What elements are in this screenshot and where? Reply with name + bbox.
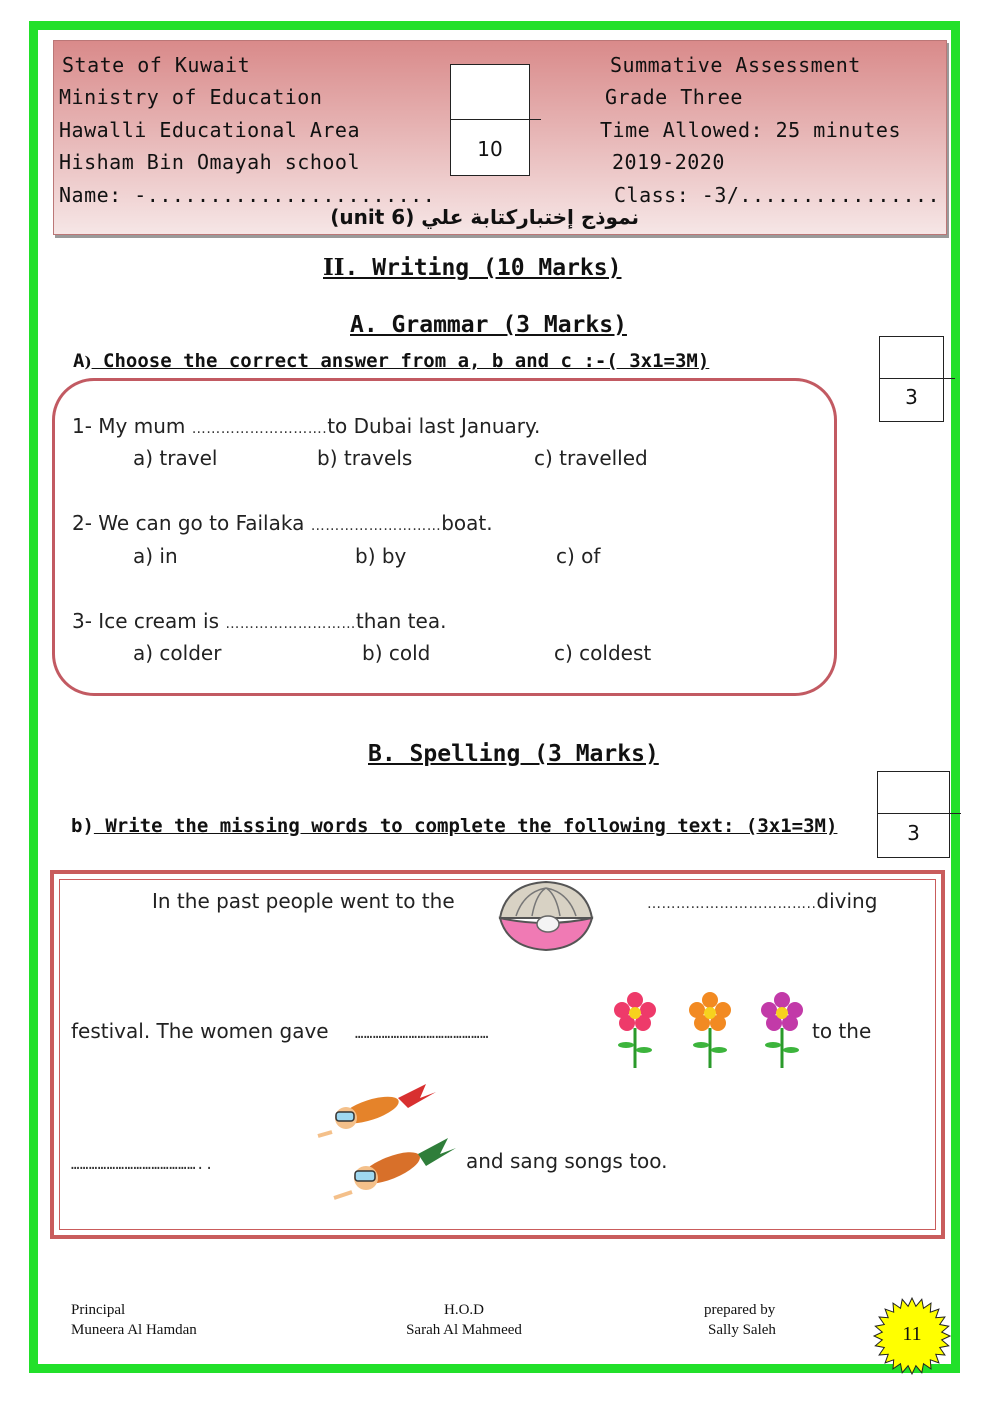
header-grade: Grade Three <box>605 85 743 109</box>
prepared-name: Sally Saleh <box>708 1322 776 1338</box>
spelling-instruction <box>71 815 837 837</box>
q1-option-b[interactable]: b) travels <box>317 446 413 470</box>
grammar-instruction <box>73 350 709 372</box>
question-1-blank[interactable]: ………………………. <box>191 421 328 437</box>
question-2 <box>72 511 493 535</box>
header-time: Time Allowed: 25 minutes <box>600 118 901 142</box>
grammar-score: 3 <box>905 385 918 409</box>
header-year: 2019-2020 <box>612 150 725 174</box>
footer-hod <box>398 1300 530 1340</box>
q2-option-b[interactable]: b) by <box>355 544 407 568</box>
grammar-score-box[interactable] <box>879 336 944 422</box>
spelling-score-box[interactable] <box>877 771 950 858</box>
q1-option-c[interactable]: c) travelled <box>534 446 648 470</box>
q1-option-a[interactable]: a) travel <box>133 446 218 470</box>
question-2-end: boat. <box>441 511 493 535</box>
instruction-letter: A <box>73 350 85 372</box>
section-title-text: . Writing (10 Marks) <box>344 255 622 281</box>
q3-option-a[interactable]: a) colder <box>133 641 222 665</box>
question-1 <box>72 414 540 438</box>
spelling-line-2-end: to the <box>812 1019 872 1043</box>
divers-icon <box>308 1080 460 1208</box>
question-3 <box>72 609 446 633</box>
question-2-text: 2- We can go to Failaka <box>72 511 311 535</box>
spelling-prefix: b) <box>71 815 94 837</box>
blank-1[interactable]: …………………………….. <box>647 896 817 912</box>
header-ministry: Ministry of Education <box>59 85 323 109</box>
principal-name: Muneera Al Hamdan <box>71 1322 197 1338</box>
total-score-box[interactable] <box>450 64 530 176</box>
blank-2[interactable]: ……………………………………… <box>355 1026 489 1042</box>
header-assessment: Summative Assessment <box>610 53 861 77</box>
blank-3[interactable]: …………………………………….. <box>71 1157 214 1173</box>
footer-prepared <box>704 1300 776 1340</box>
spelling-line-1-post: diving <box>816 889 878 913</box>
instruction-text: Choose the correct answer from a, b and c :-( 3x1=3M) <box>91 350 710 372</box>
hod-name: Sarah Al Mahmeed <box>406 1322 522 1338</box>
question-3-text: 3- Ice cream is <box>72 609 226 633</box>
arabic-title: نموذج إختباركتابة علي (unit 6) <box>330 205 639 229</box>
question-1-end: to Dubai last January. <box>327 414 541 438</box>
section-title <box>323 254 621 281</box>
spelling-line-1-end <box>647 889 877 913</box>
spelling-line-1-text: In the past people went to the <box>152 889 455 913</box>
question-3-blank[interactable]: ……………………… <box>225 616 356 632</box>
q2-option-c[interactable]: c) of <box>556 544 601 568</box>
hod-title: H.O.D <box>444 1302 484 1318</box>
instruction-paren: ) <box>84 353 92 371</box>
question-3-end: than tea. <box>355 609 447 633</box>
page-number: 11 <box>902 1323 922 1345</box>
q3-option-c[interactable]: c) coldest <box>554 641 652 665</box>
spelling-score: 3 <box>907 821 920 845</box>
footer-principal <box>71 1300 197 1340</box>
principal-title: Principal <box>71 1302 126 1318</box>
class-field[interactable]: Class: -3/................ <box>614 183 941 207</box>
spelling-title: B. Spelling (3 Marks) <box>368 741 659 767</box>
q2-option-a[interactable]: a) in <box>133 544 178 568</box>
header-state: State of Kuwait <box>62 53 251 77</box>
total-score: 10 <box>477 137 503 161</box>
q3-option-b[interactable]: b) cold <box>362 641 431 665</box>
question-1-text: 1- My mum <box>72 414 192 438</box>
section-roman: II <box>323 254 345 281</box>
prepared-title: prepared by <box>704 1302 776 1318</box>
header-school: Hisham Bin Omayah school <box>59 150 360 174</box>
grammar-title: A. Grammar (3 Marks) <box>350 312 627 338</box>
spelling-line-2-text: festival. The women gave <box>71 1019 329 1043</box>
spelling-instruction-text: Write the missing words to complete the following text: (3x1=3M) <box>93 815 838 837</box>
header-area: Hawalli Educational Area <box>59 118 360 142</box>
question-2-blank[interactable]: ……………………… <box>310 518 442 534</box>
pearl-shell-icon <box>494 878 598 958</box>
spelling-line-3-end: and sang songs too. <box>466 1149 668 1173</box>
flowers-icon <box>600 990 812 1072</box>
name-field[interactable]: Name: -....................... <box>59 183 436 207</box>
